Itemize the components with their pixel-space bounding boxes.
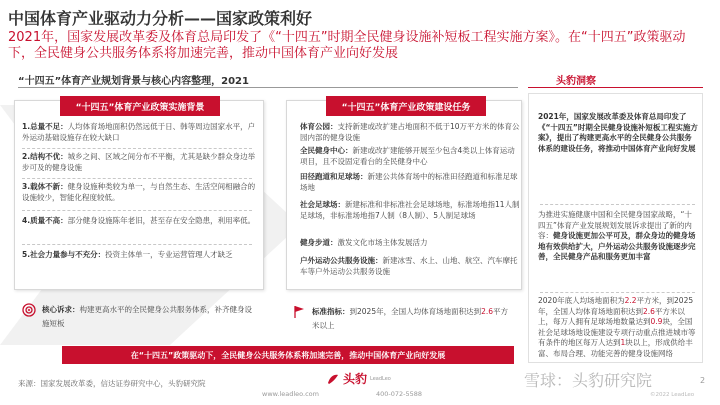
flag-icon — [292, 305, 306, 319]
insight-value: 2.2 — [624, 296, 637, 305]
insight-value: 0.9 — [650, 317, 663, 326]
target-icon — [22, 303, 36, 317]
brand-logo — [326, 370, 391, 387]
background-item-1 — [22, 122, 260, 143]
background-item-3 — [22, 182, 260, 203]
separator — [22, 210, 252, 211]
item-head: 2.结构不优： — [22, 152, 68, 161]
item-head: 体育公园： — [300, 122, 338, 131]
insight-text: 平方米，到2025年，全国人均体育场地面积达到 — [538, 296, 694, 316]
core-demand — [42, 303, 252, 331]
insight-text: 平方米以上，每万人拥有足球场地数量达到 — [538, 306, 685, 326]
standard-target — [312, 305, 512, 333]
background-item-4 — [22, 216, 260, 227]
divider-left — [18, 87, 518, 88]
insight-text: 为推进实施健康中国和全民健身国家战略，“十四五”体育产业发展规划发展诉求提出了新的内容： — [538, 210, 692, 240]
item-body: 支持新建或改扩建占地面积不低于10万平方米的体育公园内部的健身设施 — [300, 122, 520, 142]
tasks-panel-header: “十四五”体育产业政策建设任务 — [326, 96, 486, 116]
chart-subtitle: “十四五”体育产业规划背景与核心内容整理，2021 — [18, 76, 249, 87]
insight-text: 块，全国社会足球场地设施建设专项行动重点推进城市等有条件的地区每万人达到 — [538, 317, 696, 347]
item-body: 城乡之间、区域之间分布不平衡，尤其是缺少群众身边举步可及的健身设施 — [22, 152, 256, 172]
item-head: 5.社会力量参与不充分： — [22, 250, 106, 259]
task-item-2 — [300, 146, 520, 167]
item-head: 1.总量不足： — [22, 122, 68, 131]
insight-text: 块以上，形成供给丰富、布局合理、功能完善的健身设施网络 — [538, 338, 693, 358]
item-head: 全民健身中心： — [300, 146, 353, 155]
source-note: 来源：国家发展改革委，信达证券研究中心，头豹研究院 — [18, 379, 206, 388]
insight-item-2 — [538, 210, 698, 263]
item-body: 新建标准和非标准社会足球场地，标准场地指11人制足球场，非标准场地指7人制（8人制）、5人制足球场 — [300, 200, 520, 220]
insight-text: 2020年底人均场地面积为 — [538, 296, 625, 305]
footer-url[interactable]: www.leadleo.com — [262, 390, 319, 398]
item-head: 户外运动公共服务设施： — [300, 256, 383, 265]
separator — [540, 292, 695, 293]
separator — [22, 178, 252, 179]
watermark: 雪球：头豹研究院 — [524, 371, 653, 390]
separator — [22, 148, 252, 149]
target-value: 2.6 — [481, 307, 494, 316]
task-item-3 — [300, 172, 520, 193]
page-title: 中国体育产业驱动力分析——国家政策利好 — [8, 9, 313, 28]
item-body: 新建或改扩建能够开展至少包含4类以上体育运动项目，且不设固定看台的全民健身中心 — [300, 146, 515, 166]
task-item-5 — [300, 238, 520, 249]
intro-text: 2021年，国家发展改革委及体育总局印发了《“十四五”时期全民健身设施补短板工程实施方案》。在“十四五”政策驱动下，全民健身公共服务体系将加速完善，推动中国体育产业向好发展 — [8, 30, 686, 61]
conclusion-banner: 在“十四五”政策驱动下，全民健身公共服务体系将加速完善，推动中国体育产业向好发展 — [62, 346, 514, 364]
background-item-2 — [22, 152, 260, 173]
insight-bold: 健身设施更加公平可及，群众身边的健身场地有效供给扩大，户外运动公共服务设施逐步完善，全民健身产品和服务更加丰富 — [538, 231, 696, 261]
insight-bold: 2021年，国家发展改革委及体育总局印发了《“十四五”时期全民健身设施补短板工程实施方案》，提出了构建更高水平的全民健身公共服务体系的建设任务，将推动中国体育产业向好发展 — [538, 112, 698, 153]
task-item-4 — [300, 200, 520, 221]
copyright: ©2022 LeadLeo — [650, 392, 695, 398]
item-head: 4.质量不高： — [22, 216, 68, 225]
page-number: 2 — [700, 376, 706, 385]
divider-right — [528, 87, 703, 88]
background-item-5 — [22, 250, 260, 261]
leopard-logo-icon — [326, 372, 340, 386]
item-body: 激发文化市场主体发展活力 — [337, 238, 428, 247]
separator — [22, 244, 252, 245]
target-pre: 到2025年，全国人均体育场地面积达到 — [349, 307, 482, 316]
brand-sub: LeadLeo — [370, 375, 391, 382]
target-post: 平方米以上 — [312, 307, 509, 330]
insight-value: 1 — [620, 338, 626, 347]
item-body: 人均体育场地面积仍然远低于日、韩等周边国家水平，户外运动基础设施存在较大缺口 — [22, 122, 256, 142]
task-item-1 — [300, 122, 520, 143]
target-head: 标准指标： — [312, 307, 350, 316]
item-head: 社会足球场： — [300, 200, 345, 209]
item-body: 投资主体单一，专业运营管理人才缺乏 — [105, 250, 233, 259]
core-head: 核心诉求： — [42, 305, 80, 314]
insight-title: 头豹洞察 — [556, 76, 596, 87]
item-head: 健身步道： — [300, 238, 338, 247]
item-body: 新建冰雪、水上、山地、航空、汽车摩托车等户外运动公共服务设施 — [300, 256, 518, 276]
separator — [540, 204, 695, 205]
item-body: 新建公共体育场中的标准田径跑道和标准足球场地 — [300, 172, 518, 192]
item-head: 田径跑道和足球场： — [300, 172, 368, 181]
core-body: 构建更高水平的全民健身公共服务体系，补齐健身设施短板 — [42, 305, 252, 328]
item-body: 部分健身设施陈年老旧，甚至存在安全隐患，利用率低。 — [67, 216, 256, 225]
footer-tel: 400-072-5588 — [376, 390, 423, 398]
brand-name: 头豹 — [343, 372, 368, 386]
item-body: 健身设施种类较为单一，与自然生态、生活空间相融合的设施较少，智能化程度较低。 — [22, 182, 256, 202]
background-panel-header: “十四五”体育产业政策实施背景 — [60, 96, 220, 116]
insight-item-3 — [538, 296, 698, 359]
task-item-6 — [300, 256, 520, 277]
insight-value: 2.6 — [643, 306, 655, 316]
insight-item-1 — [538, 112, 698, 154]
item-head: 3.载体不新： — [22, 182, 68, 191]
